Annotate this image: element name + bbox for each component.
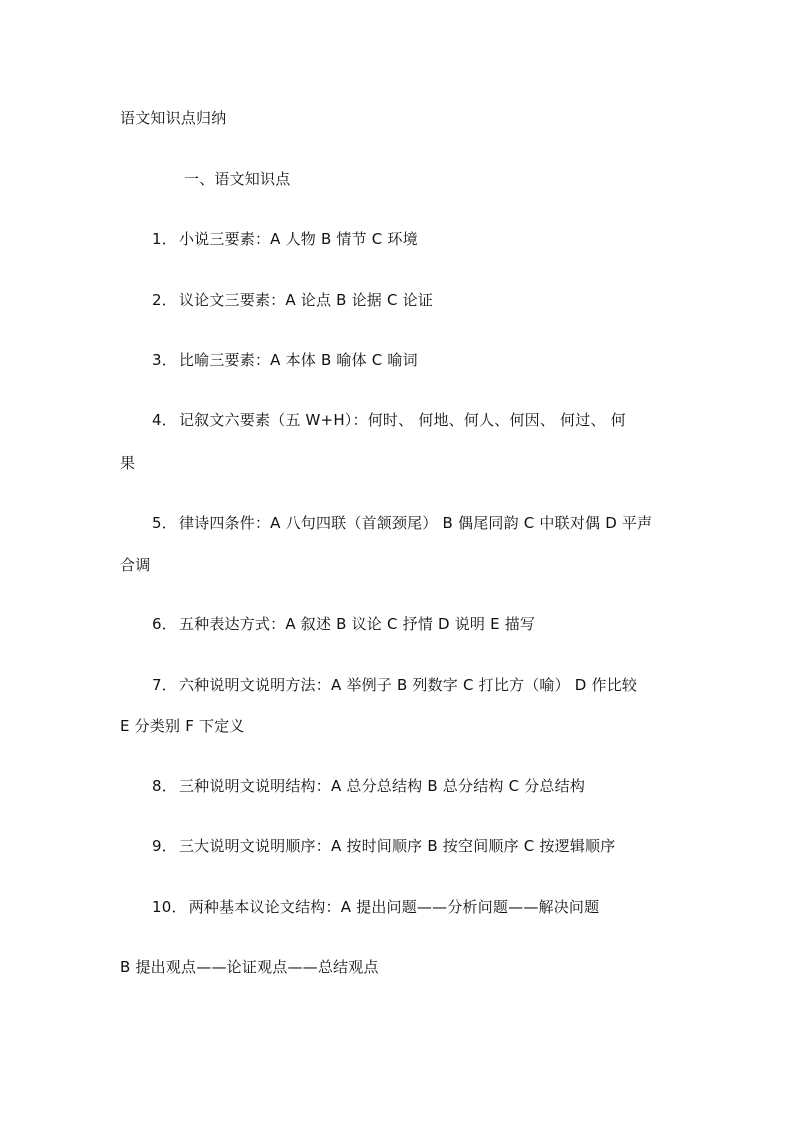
- list-item-1: [152, 229, 418, 249]
- item-number: 7．: [152, 676, 177, 694]
- list-item-9: [152, 836, 615, 856]
- item-text: 六种说明文说明方法：A 举例子 B 列数字 C 打比方（喻） D 作比较: [178, 676, 638, 694]
- list-item-7-continuation: E 分类别 F 下定义: [120, 717, 245, 735]
- item-number: 1．: [152, 230, 177, 248]
- item-text: 律诗四条件：A 八句四联（首颔颈尾） B 偶尾同韵 C 中联对偶 D 平声: [178, 514, 653, 532]
- list-item-10: [152, 897, 599, 917]
- item-number: 2．: [152, 291, 177, 309]
- item-text: 五种表达方式：A 叙述 B 议论 C 抒情 D 说明 E 描写: [178, 615, 536, 633]
- list-item-3: [152, 350, 418, 370]
- item-text: 三大说明文说明顺序：A 按时间顺序 B 按空间顺序 C 按逻辑顺序: [178, 837, 616, 855]
- section-heading: 一、语文知识点: [184, 170, 291, 188]
- item-text: 记叙文六要素（五 W+H）：何时、 何地、何人、何因、 何过、 何: [178, 411, 626, 429]
- item-text: 三种说明文说明结构：A 总分总结构 B 总分结构 C 分总结构: [178, 777, 586, 795]
- item-number: 8．: [152, 777, 177, 795]
- item-text: 比喻三要素：A 本体 B 喻体 C 喻词: [178, 351, 418, 369]
- item-number: 4．: [152, 411, 177, 429]
- list-item-6: [152, 614, 535, 634]
- item-text: 小说三要素：A 人物 B 情节 C 环境: [178, 230, 418, 248]
- item-number: 5．: [152, 514, 177, 532]
- document-title: 语文知识点归纳: [120, 109, 227, 127]
- list-item-4-continuation: 果: [120, 454, 136, 472]
- item-text: 两种基本议论文结构：A 提出问题——分析问题——解决问题: [188, 898, 600, 916]
- item-text: 议论文三要素：A 论点 B 论据 C 论证: [178, 291, 434, 309]
- item-number: 6．: [152, 615, 177, 633]
- list-item-5-continuation: 合调: [120, 556, 151, 574]
- list-item-8: [152, 776, 585, 796]
- item-number: 3．: [152, 351, 177, 369]
- list-item-4: [152, 410, 626, 430]
- list-item-5: [152, 513, 652, 533]
- list-item-2: [152, 290, 433, 310]
- list-item-7: [152, 675, 637, 695]
- item-number: 9．: [152, 837, 177, 855]
- item-number: 10．: [152, 898, 187, 916]
- list-item-10-continuation: B 提出观点——论证观点——总结观点: [120, 958, 379, 976]
